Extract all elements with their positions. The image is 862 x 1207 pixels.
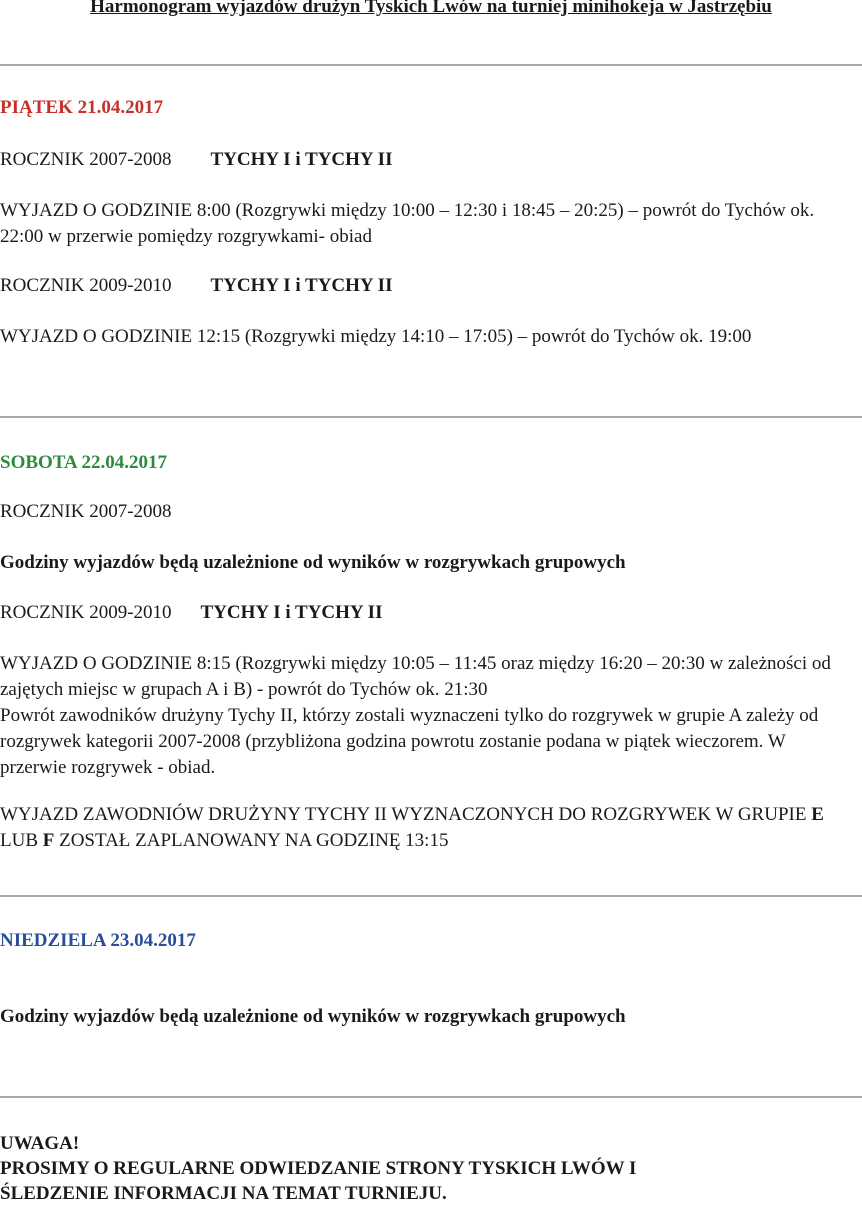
- friday-departure-2: WYJAZD O GODZINIE 12:15 (Rozgrywki między 14:10 – 17:05) – powrót do Tychów ok. 19:00: [0, 326, 752, 347]
- departure-text: ZOSTAŁ ZAPLANOWANY NA GODZINĘ 13:15: [54, 830, 449, 851]
- notice-heading: UWAGA!: [0, 1133, 80, 1154]
- divider: [0, 1096, 862, 1098]
- teams-label: TYCHY I i TYCHY II: [210, 149, 393, 170]
- friday-departure-1: WYJAZD O GODZINIE 8:00 (Rozgrywki między 10:00 – 12:30 i 18:45 – 20:25) – powrót do Tychów ok. 22:00 w przerwie pomiędzy rozgrywkami- obiad: [0, 200, 815, 247]
- teams-label: TYCHY I i TYCHY II: [200, 602, 383, 623]
- departure-text: LUB: [0, 830, 43, 851]
- group-f: F: [42, 830, 55, 851]
- divider: [0, 416, 862, 418]
- divider: [0, 895, 862, 897]
- departure-text: WYJAZD ZAWODNIÓW DRUŻYNY TYCHY II WYZNACZONYCH DO ROZGRYWEK W GRUPIE: [0, 804, 812, 825]
- sunday-heading: NIEDZIELA 23.04.2017: [0, 930, 196, 951]
- teams-label: TYCHY I i TYCHY II: [210, 275, 393, 296]
- divider: [0, 64, 862, 66]
- sunday-note: Godziny wyjazdów będą uzależnione od wyników w rozgrywkach grupowych: [0, 1006, 626, 1027]
- rocznik-label: ROCZNIK 2009-2010: [0, 602, 172, 623]
- friday-heading: PIĄTEK 21.04.2017: [0, 97, 164, 118]
- saturday-return-info: Powrót zawodników drużyny Tychy II, którzy zostali wyznaczeni tylko do rozgrywek w grupie A zależy od rozgrywek kategorii 2007-2008 (przybliżona godzina powrotu zostanie podana w piątek wieczorem. W przerwie rozgrywek - obiad.: [0, 705, 819, 778]
- friday-rocznik-2009-row: [0, 273, 392, 299]
- saturday-departure: WYJAZD O GODZINIE 8:15 (Rozgrywki między 10:05 – 11:45 oraz między 16:20 – 20:30 w zależności od zajętych miejsc w grupach A i B) - powrót do Tychów ok. 21:30: [0, 653, 831, 700]
- friday-rocznik-2007-row: [0, 147, 392, 173]
- group-e: E: [811, 804, 824, 825]
- saturday-rocznik-2009-row: [0, 600, 382, 626]
- saturday-group-ef-departure: [0, 802, 850, 854]
- saturday-rocznik-2007: ROCZNIK 2007-2008: [0, 501, 172, 522]
- page-title: Harmonogram wyjazdów drużyn Tyskich Lwów na turniej minihokeja w Jastrzębiu: [90, 0, 772, 17]
- notice-line-1: PROSIMY O REGULARNE ODWIEDZANIE STRONY TYSKICH LWÓW I: [0, 1158, 637, 1179]
- rocznik-label: ROCZNIK 2007-2008: [0, 149, 172, 170]
- rocznik-label: ROCZNIK 2009-2010: [0, 275, 172, 296]
- notice-line-2: ŚLEDZENIE INFORMACJI NA TEMAT TURNIEJU.: [0, 1183, 447, 1204]
- saturday-heading: SOBOTA 22.04.2017: [0, 452, 167, 473]
- saturday-note: Godziny wyjazdów będą uzależnione od wyników w rozgrywkach grupowych: [0, 552, 626, 573]
